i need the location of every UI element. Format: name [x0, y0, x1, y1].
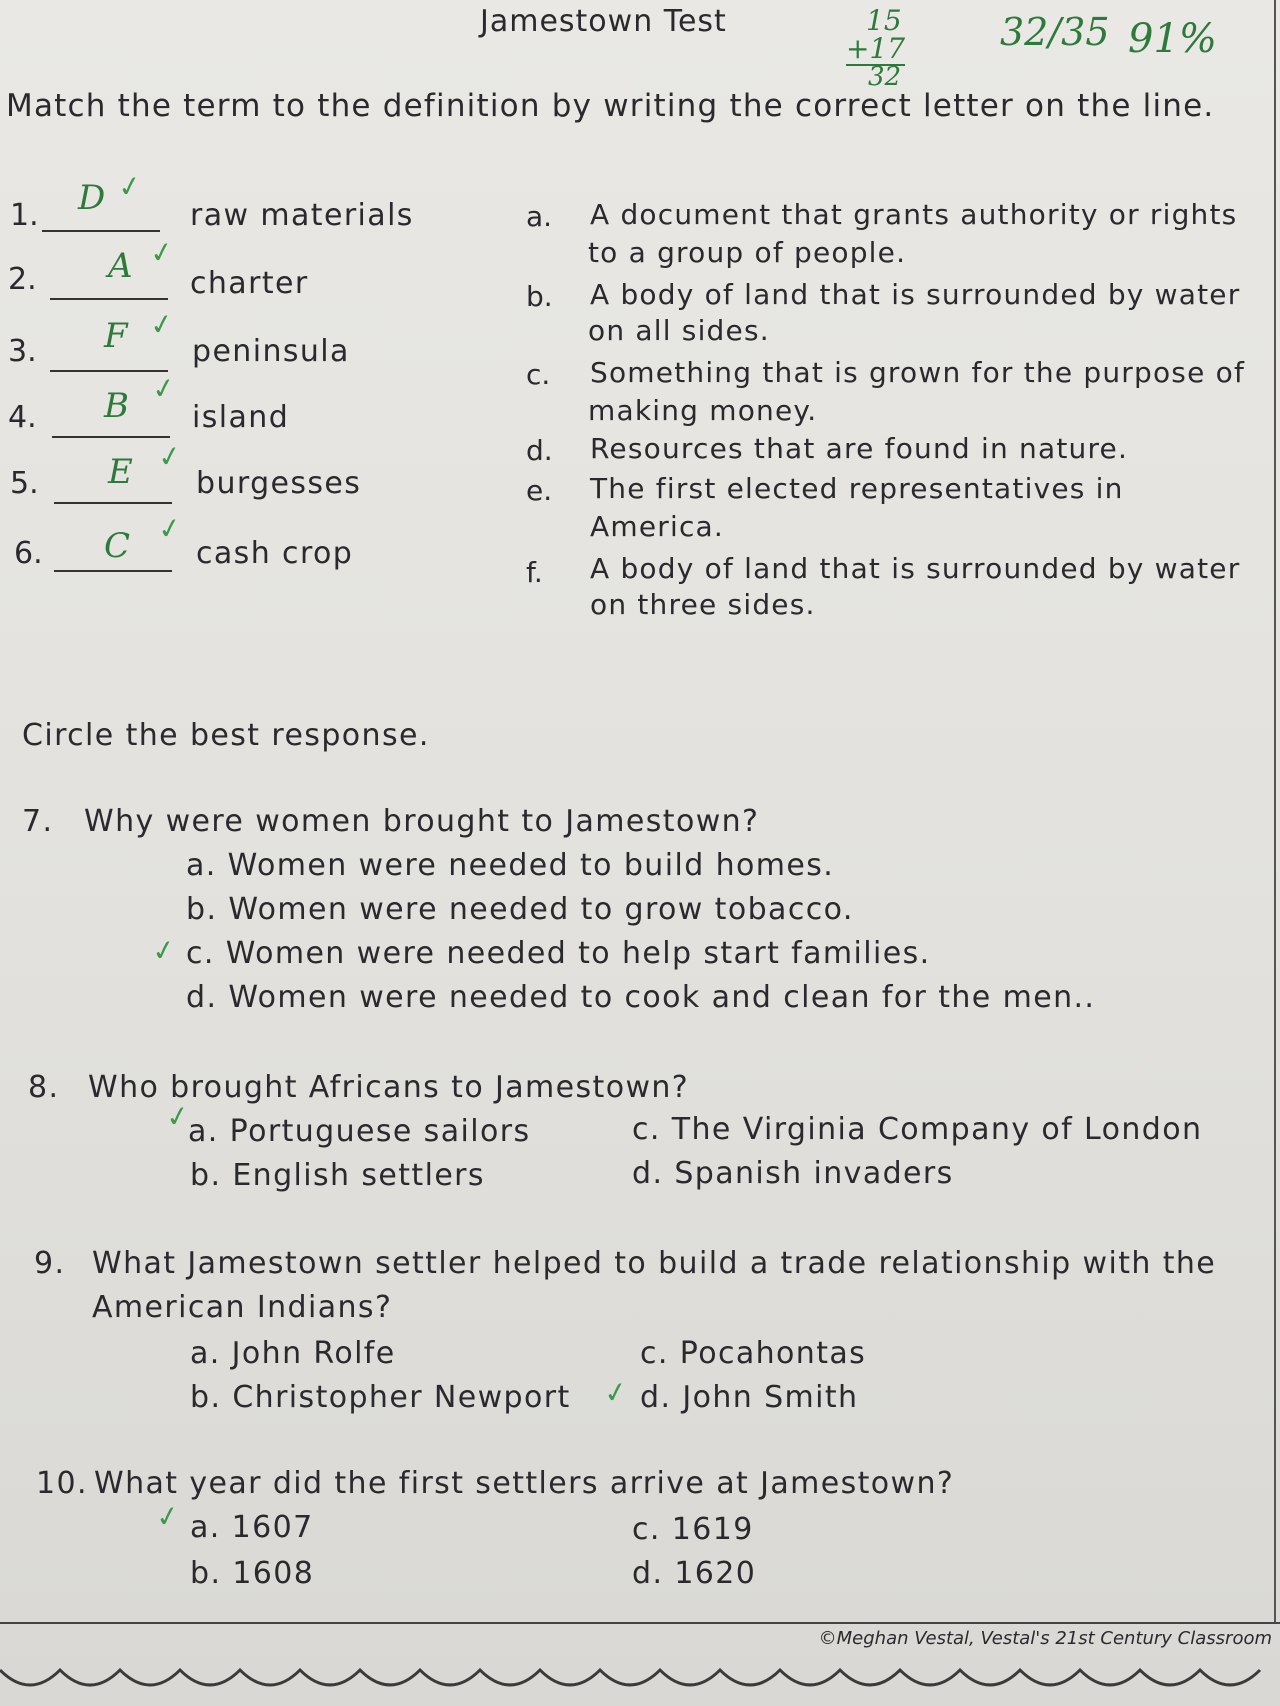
page-border: [1274, 0, 1276, 1622]
term-label: cash crop: [196, 536, 354, 571]
option-b[interactable]: b. Christopher Newport: [190, 1380, 571, 1415]
item-number: 2.: [8, 262, 37, 297]
answer-blank[interactable]: [54, 566, 172, 572]
item-number: 5.: [10, 466, 39, 501]
question-number: 9.: [34, 1246, 66, 1281]
option-c[interactable]: c. 1619: [632, 1512, 754, 1547]
definition-letter: a.: [526, 200, 553, 233]
term-label: charter: [190, 266, 309, 301]
answer-letter: D: [78, 178, 106, 218]
option-a[interactable]: a. 1607: [190, 1510, 314, 1545]
answer-letter: B: [104, 386, 129, 426]
definition-text: Something that is grown for the purpose of: [590, 356, 1245, 389]
definition-letter: b.: [526, 280, 553, 313]
score-sum: 32: [868, 62, 902, 92]
option-d[interactable]: d. John Smith: [640, 1380, 859, 1415]
check-mark-icon: ✓: [155, 510, 185, 547]
question-text: What year did the first settlers arrive at Jamestown?: [94, 1466, 955, 1501]
answer-letter: C: [104, 526, 131, 566]
score-addend-bottom: +17: [846, 32, 906, 65]
check-mark-icon: ✓: [115, 168, 145, 205]
score-fraction: 32/35: [1000, 10, 1110, 54]
score-addend-top: 15: [866, 4, 902, 37]
option-d[interactable]: d. 1620: [632, 1556, 757, 1591]
option-c[interactable]: c. The Virginia Company of London: [632, 1112, 1203, 1147]
option-c[interactable]: c. Women were needed to help start families.: [186, 936, 931, 971]
answer-letter: F: [104, 316, 128, 356]
item-number: 1.: [10, 198, 39, 233]
footer-divider: [0, 1622, 1280, 1624]
question-text: What Jamestown settler helped to build a trade relationship with the: [92, 1246, 1217, 1281]
item-number: 4.: [8, 400, 37, 435]
definition-text: A body of land that is surrounded by water: [590, 278, 1241, 311]
question-text-cont: American Indians?: [92, 1290, 393, 1325]
definition-text: A body of land that is surrounded by water: [590, 552, 1241, 585]
definition-letter: d.: [526, 434, 553, 467]
copyright-footer: ©Meghan Vestal, Vestal's 21st Century Classroom: [818, 1628, 1272, 1649]
definition-letter: f.: [526, 556, 543, 589]
multiple-choice-instructions: Circle the best response.: [22, 718, 430, 753]
option-a[interactable]: a. Women were needed to build homes.: [186, 848, 835, 883]
definition-letter: c.: [526, 358, 551, 391]
notebook-edge-decoration: [0, 1650, 1280, 1706]
check-mark-icon: ✓: [147, 234, 177, 271]
definition-text-cont: making money.: [588, 394, 818, 427]
option-b[interactable]: b. 1608: [190, 1556, 315, 1591]
check-mark-icon: ✓: [149, 932, 179, 969]
page-title: Jamestown Test: [480, 4, 727, 39]
term-label: island: [192, 400, 290, 435]
question-text: Who brought Africans to Jamestown?: [88, 1070, 690, 1105]
answer-blank[interactable]: [52, 432, 170, 438]
question-number: 10.: [36, 1466, 88, 1501]
definition-text: The first elected representatives in: [590, 472, 1124, 505]
definition-letter: e.: [526, 474, 553, 507]
check-mark-icon: ✓: [601, 1374, 631, 1411]
question-number: 7.: [22, 804, 54, 839]
question-text: Why were women brought to Jamestown?: [84, 804, 760, 839]
answer-letter: A: [108, 246, 133, 286]
option-b[interactable]: b. Women were needed to grow tobacco.: [186, 892, 854, 927]
option-a[interactable]: a. John Rolfe: [190, 1336, 396, 1371]
definition-text: A document that grants authority or rights: [590, 198, 1238, 231]
option-a[interactable]: a. Portuguese sailors: [188, 1114, 531, 1149]
answer-blank[interactable]: [54, 498, 172, 504]
answer-blank[interactable]: [50, 294, 168, 300]
check-mark-icon: ✓: [163, 1098, 193, 1135]
matching-instructions: Match the term to the definition by writing the correct letter on the line.: [6, 88, 1215, 124]
answer-blank[interactable]: [50, 366, 168, 372]
term-label: raw materials: [190, 198, 414, 233]
definition-text: Resources that are found in nature.: [590, 432, 1129, 465]
item-number: 6.: [14, 536, 43, 571]
check-mark-icon: ✓: [149, 370, 179, 407]
check-mark-icon: ✓: [153, 1498, 183, 1535]
answer-blank[interactable]: [42, 226, 160, 232]
question-number: 8.: [28, 1070, 60, 1105]
term-label: peninsula: [192, 334, 350, 369]
option-d[interactable]: d. Women were needed to cook and clean for the men..: [186, 980, 1096, 1015]
check-mark-icon: ✓: [147, 306, 177, 343]
option-d[interactable]: d. Spanish invaders: [632, 1156, 954, 1191]
term-label: burgesses: [196, 466, 362, 501]
score-percent: 91%: [1128, 16, 1217, 62]
item-number: 3.: [8, 334, 37, 369]
option-b[interactable]: b. English settlers: [190, 1158, 485, 1193]
definition-text-cont: on three sides.: [590, 588, 816, 621]
check-mark-icon: ✓: [155, 438, 185, 475]
definition-text-cont: on all sides.: [588, 314, 770, 347]
definition-text-cont: to a group of people.: [588, 236, 907, 269]
answer-letter: E: [108, 452, 133, 492]
definition-text-cont: America.: [590, 510, 725, 543]
option-c[interactable]: c. Pocahontas: [640, 1336, 867, 1371]
